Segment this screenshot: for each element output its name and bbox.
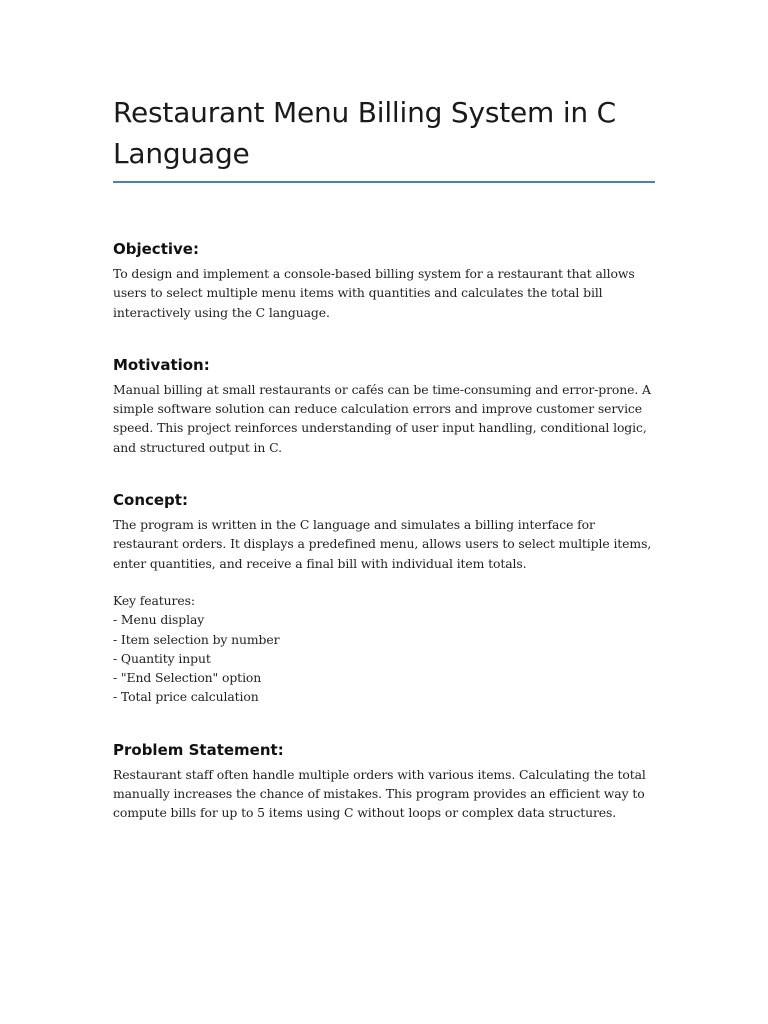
feature-item: - "End Selection" option — [113, 670, 262, 686]
section-heading-objective: Objective: — [113, 240, 199, 258]
document-title: Restaurant Menu Billing System in C Language — [113, 96, 617, 170]
section-heading-motivation: Motivation: — [113, 355, 210, 374]
feature-item: - Quantity input — [113, 650, 211, 666]
section-concept — [113, 490, 655, 707]
section-body-concept: The program is written in the C language and simulates a billing interface for restaurant orders. It displays a predefined menu, allows users to select multiple items, enter quantities, and receive a final bill with individual item totals. — [113, 517, 652, 571]
section-motivation — [113, 355, 655, 457]
key-features-list — [113, 591, 655, 707]
section-heading-problem-statement: Problem Statement: — [113, 740, 284, 759]
title-underline — [113, 181, 655, 183]
section-body-problem-statement: Restaurant staff often handle multiple orders with various items. Calculating the total manually increases the chance of mistakes. This program provides an efficient way to compute bills for up to 5 items using C without loops or complex data structures. — [113, 766, 646, 821]
section-heading-concept: Concept: — [113, 491, 188, 510]
section-body-objective: To design and implement a console-based billing system for a restaurant that allows users to select multiple menu items with quantities and calculates the total bill interactively using the C language. — [113, 266, 635, 320]
section-problem-statement — [113, 740, 655, 823]
key-features-label: Key features: — [113, 592, 195, 608]
section-objective — [113, 239, 655, 322]
document-page — [113, 92, 655, 823]
feature-item: - Item selection by number — [113, 631, 280, 647]
section-body-motivation: Manual billing at small restaurants or cafés can be time-consuming and error-prone. A simple software solution can reduce calculation errors and improve customer service speed. This project reinforces understanding of user input handling, conditional logic, and structured output in C. — [113, 381, 651, 455]
feature-item: - Menu display — [113, 612, 205, 628]
feature-item: - Total price calculation — [113, 689, 259, 705]
